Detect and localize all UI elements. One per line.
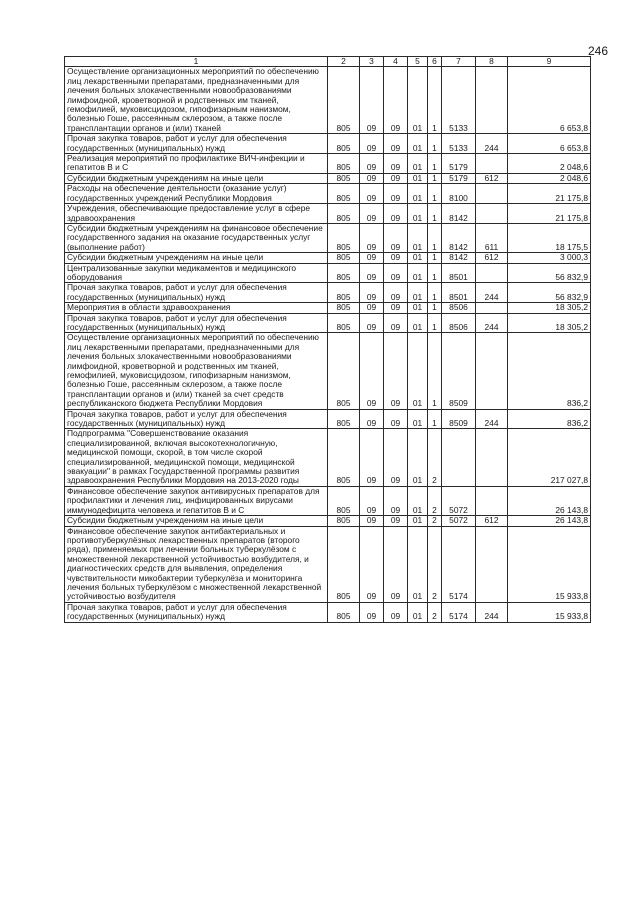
header-cell: 2 <box>328 57 360 67</box>
code-cell: 612 <box>476 516 508 526</box>
code-cell: 09 <box>360 283 384 303</box>
row-name: Прочая закупка товаров, работ и услуг для обеспечения государственных (муниципальных) нужд <box>65 313 328 333</box>
row-name: Расходы на обеспечение деятельности (оказание услуг) государственных учреждений Республики Мордовия <box>65 184 328 204</box>
code-cell: 01 <box>408 303 428 313</box>
code-cell: 805 <box>328 516 360 526</box>
header-cell: 8 <box>476 57 508 67</box>
code-cell: 2 <box>428 429 442 486</box>
code-cell: 1 <box>428 184 442 204</box>
row-name: Финансовое обеспечение закупок антивирусных препаратов для профилактики и лечения лиц, инфицированных вирусами иммунодефицита человека и гепатитов В и С <box>65 486 328 515</box>
table-row <box>65 333 591 409</box>
code-cell: 09 <box>360 67 384 134</box>
code-cell: 8509 <box>442 333 476 409</box>
header-cell: 5 <box>408 57 428 67</box>
code-cell: 09 <box>384 333 408 409</box>
code-cell: 5133 <box>442 134 476 154</box>
code-cell: 805 <box>328 303 360 313</box>
code-cell: 244 <box>476 134 508 154</box>
table-row <box>65 154 591 174</box>
row-name: Подпрограмма "Совершенствование оказания специализированной, включая высокотехнологичную, медицинской помощи, скорой, в том числе скорой специализированной, медицинской помощи, медицинской эвакуации" в рамках Государственной программы развития здравоохранения Республики Мордовия на 2013-2020 годы <box>65 429 328 486</box>
code-cell: 09 <box>384 516 408 526</box>
table-row <box>65 283 591 303</box>
code-cell: 09 <box>384 67 408 134</box>
code-cell: 09 <box>360 173 384 183</box>
code-cell <box>442 429 476 486</box>
table-row <box>65 602 591 622</box>
header-cell: 9 <box>508 57 591 67</box>
header-cell: 7 <box>442 57 476 67</box>
code-cell: 244 <box>476 409 508 429</box>
code-cell: 1 <box>428 204 442 224</box>
header-cell: 3 <box>360 57 384 67</box>
code-cell: 01 <box>408 184 428 204</box>
code-cell: 09 <box>384 313 408 333</box>
sum-cell: 26 143,8 <box>508 516 591 526</box>
sum-cell: 21 175,8 <box>508 184 591 204</box>
code-cell: 09 <box>360 204 384 224</box>
table-row <box>65 204 591 224</box>
code-cell: 09 <box>384 154 408 174</box>
code-cell: 1 <box>428 283 442 303</box>
code-cell: 611 <box>476 223 508 252</box>
code-cell: 09 <box>360 333 384 409</box>
code-cell: 09 <box>384 134 408 154</box>
row-name: Осуществление организационных мероприятий по обеспечению лиц лекарственными препаратами, предназначенными для лечения больных злокачественными новообразованиями лимфоидной, кроветворной и родственных им тканей, гемофилией, муковисцидозом, гипофизарным нанизмом, болезнью Гоше, рассеянным склерозом, а также после трансплантации органов и (или) тканей <box>65 67 328 134</box>
code-cell: 09 <box>384 173 408 183</box>
sum-cell: 18 305,2 <box>508 303 591 313</box>
code-cell: 1 <box>428 409 442 429</box>
sum-cell: 26 143,8 <box>508 486 591 515</box>
code-cell: 612 <box>476 173 508 183</box>
sum-cell: 2 048,6 <box>508 173 591 183</box>
table-row <box>65 263 591 283</box>
code-cell: 805 <box>328 184 360 204</box>
code-cell: 01 <box>408 602 428 622</box>
code-cell: 01 <box>408 223 428 252</box>
code-cell <box>476 429 508 486</box>
code-cell <box>476 204 508 224</box>
code-cell: 805 <box>328 283 360 303</box>
table-row <box>65 253 591 263</box>
row-name: Осуществление организационных мероприятий по обеспечению лиц лекарственными препаратами, предназначенными для лечения больных злокачественными новообразованиями лимфоидной, кроветворной и родственных им тканей, гемофилией, муковисцидозом, гипофизарным нанизмом, болезнью Гоше, рассеянным склерозом, а также после трансплантации органов и (или) тканей за счет средств республиканского бюджета Республики Мордовия <box>65 333 328 409</box>
table-row <box>65 429 591 486</box>
row-name: Субсидии бюджетным учреждениям на иные цели <box>65 253 328 263</box>
code-cell: 09 <box>360 516 384 526</box>
code-cell: 01 <box>408 134 428 154</box>
code-cell: 09 <box>384 409 408 429</box>
sum-cell: 836,2 <box>508 333 591 409</box>
code-cell: 2 <box>428 516 442 526</box>
code-cell: 805 <box>328 223 360 252</box>
code-cell: 244 <box>476 313 508 333</box>
code-cell: 2 <box>428 526 442 602</box>
code-cell <box>476 526 508 602</box>
table-row <box>65 173 591 183</box>
table-row <box>65 184 591 204</box>
header-cell: 4 <box>384 57 408 67</box>
table-row <box>65 486 591 515</box>
code-cell: 09 <box>360 486 384 515</box>
row-name: Субсидии бюджетным учреждениям на финансовое обеспечение государственного задания на оказание государственных услуг (выполнение работ) <box>65 223 328 252</box>
code-cell: 09 <box>360 526 384 602</box>
sum-cell: 15 933,8 <box>508 602 591 622</box>
code-cell: 09 <box>384 184 408 204</box>
table-row <box>65 223 591 252</box>
table-row <box>65 67 591 134</box>
code-cell: 01 <box>408 313 428 333</box>
code-cell: 805 <box>328 134 360 154</box>
code-cell: 01 <box>408 67 428 134</box>
sum-cell: 217 027,8 <box>508 429 591 486</box>
code-cell: 09 <box>384 303 408 313</box>
code-cell: 805 <box>328 409 360 429</box>
code-cell: 805 <box>328 429 360 486</box>
row-name: Субсидии бюджетным учреждениям на иные цели <box>65 516 328 526</box>
sum-cell: 15 933,8 <box>508 526 591 602</box>
code-cell: 244 <box>476 283 508 303</box>
row-name: Централизованные закупки медикаментов и медицинского оборудования <box>65 263 328 283</box>
code-cell: 01 <box>408 263 428 283</box>
code-cell: 1 <box>428 173 442 183</box>
code-cell: 1 <box>428 263 442 283</box>
code-cell: 8509 <box>442 409 476 429</box>
code-cell: 5179 <box>442 154 476 174</box>
row-name: Учреждения, обеспечивающие предоставление услуг в сфере здравоохранения <box>65 204 328 224</box>
code-cell: 09 <box>384 204 408 224</box>
code-cell: 09 <box>360 303 384 313</box>
code-cell: 09 <box>384 223 408 252</box>
code-cell: 5072 <box>442 486 476 515</box>
code-cell: 1 <box>428 313 442 333</box>
code-cell: 5174 <box>442 602 476 622</box>
table-row <box>65 526 591 602</box>
code-cell: 09 <box>360 313 384 333</box>
code-cell: 01 <box>408 429 428 486</box>
code-cell: 8100 <box>442 184 476 204</box>
code-cell: 09 <box>384 283 408 303</box>
code-cell: 1 <box>428 154 442 174</box>
row-name: Прочая закупка товаров, работ и услуг для обеспечения государственных (муниципальных) нужд <box>65 283 328 303</box>
code-cell: 805 <box>328 173 360 183</box>
code-cell: 8142 <box>442 204 476 224</box>
code-cell: 09 <box>360 184 384 204</box>
table-row <box>65 409 591 429</box>
code-cell: 01 <box>408 526 428 602</box>
sum-cell: 21 175,8 <box>508 204 591 224</box>
code-cell: 805 <box>328 486 360 515</box>
code-cell: 805 <box>328 602 360 622</box>
code-cell: 8142 <box>442 223 476 252</box>
sum-cell: 6 653,8 <box>508 134 591 154</box>
code-cell: 805 <box>328 263 360 283</box>
row-name: Субсидии бюджетным учреждениям на иные цели <box>65 173 328 183</box>
code-cell: 1 <box>428 253 442 263</box>
sum-cell: 18 305,2 <box>508 313 591 333</box>
code-cell: 1 <box>428 67 442 134</box>
code-cell: 8501 <box>442 283 476 303</box>
table-row <box>65 134 591 154</box>
code-cell: 09 <box>384 263 408 283</box>
code-cell: 09 <box>384 526 408 602</box>
table-row <box>65 303 591 313</box>
code-cell: 8142 <box>442 253 476 263</box>
code-cell: 01 <box>408 333 428 409</box>
header-cell: 6 <box>428 57 442 67</box>
code-cell <box>476 67 508 134</box>
sum-cell: 6 653,8 <box>508 67 591 134</box>
sum-cell: 18 175,5 <box>508 223 591 252</box>
table-row <box>65 516 591 526</box>
code-cell: 5133 <box>442 67 476 134</box>
budget-table <box>64 56 591 623</box>
code-cell: 01 <box>408 516 428 526</box>
code-cell: 01 <box>408 173 428 183</box>
row-name: Прочая закупка товаров, работ и услуг для обеспечения государственных (муниципальных) нужд <box>65 409 328 429</box>
code-cell: 8501 <box>442 263 476 283</box>
code-cell: 805 <box>328 253 360 263</box>
code-cell: 2 <box>428 602 442 622</box>
code-cell: 244 <box>476 602 508 622</box>
code-cell: 09 <box>384 429 408 486</box>
code-cell: 612 <box>476 253 508 263</box>
code-cell: 01 <box>408 253 428 263</box>
row-name: Мероприятия в области здравоохранения <box>65 303 328 313</box>
row-name: Прочая закупка товаров, работ и услуг для обеспечения государственных (муниципальных) нужд <box>65 134 328 154</box>
code-cell: 5179 <box>442 173 476 183</box>
code-cell <box>476 154 508 174</box>
code-cell: 01 <box>408 409 428 429</box>
table-header-row <box>65 57 591 67</box>
code-cell: 09 <box>360 263 384 283</box>
code-cell: 805 <box>328 333 360 409</box>
code-cell: 09 <box>360 154 384 174</box>
code-cell: 09 <box>360 134 384 154</box>
code-cell: 1 <box>428 333 442 409</box>
header-cell: 1 <box>65 57 328 67</box>
sum-cell: 3 000,3 <box>508 253 591 263</box>
code-cell: 805 <box>328 526 360 602</box>
code-cell: 09 <box>360 602 384 622</box>
row-name: Прочая закупка товаров, работ и услуг для обеспечения государственных (муниципальных) нужд <box>65 602 328 622</box>
row-name: Финансовое обеспечение закупок антибактериальных и противотуберкулёзных лекарственных препаратов (второго ряда), применяемых при лечении больных туберкулёзом с множественной лекарственной устойчивостью возбудителя, и диагностических средств для выявления, определения чувствительности микобактерии туберкулёза и мониторинга лечения больных туберкулёзом с множественной лекарственной устойчивостью возбудителя <box>65 526 328 602</box>
code-cell: 01 <box>408 154 428 174</box>
code-cell: 2 <box>428 486 442 515</box>
code-cell: 09 <box>384 253 408 263</box>
code-cell: 5174 <box>442 526 476 602</box>
code-cell <box>476 486 508 515</box>
code-cell: 805 <box>328 204 360 224</box>
code-cell: 09 <box>384 602 408 622</box>
code-cell: 01 <box>408 283 428 303</box>
code-cell: 8506 <box>442 313 476 333</box>
code-cell <box>476 263 508 283</box>
code-cell <box>476 303 508 313</box>
code-cell: 01 <box>408 204 428 224</box>
code-cell: 805 <box>328 67 360 134</box>
code-cell: 1 <box>428 223 442 252</box>
sum-cell: 836,2 <box>508 409 591 429</box>
page-number: 246 <box>588 44 609 58</box>
code-cell: 09 <box>360 223 384 252</box>
code-cell: 805 <box>328 313 360 333</box>
table-row <box>65 313 591 333</box>
code-cell: 5072 <box>442 516 476 526</box>
code-cell: 09 <box>360 253 384 263</box>
code-cell: 01 <box>408 486 428 515</box>
code-cell: 805 <box>328 154 360 174</box>
code-cell <box>476 333 508 409</box>
sum-cell: 2 048,6 <box>508 154 591 174</box>
sum-cell: 56 832,9 <box>508 283 591 303</box>
code-cell: 1 <box>428 303 442 313</box>
row-name: Реализация мероприятий по профилактике ВИЧ-инфекции и гепатитов В и С <box>65 154 328 174</box>
code-cell: 09 <box>360 409 384 429</box>
code-cell: 8506 <box>442 303 476 313</box>
code-cell: 09 <box>360 429 384 486</box>
code-cell <box>476 184 508 204</box>
sum-cell: 56 832,9 <box>508 263 591 283</box>
code-cell: 1 <box>428 134 442 154</box>
code-cell: 09 <box>384 486 408 515</box>
